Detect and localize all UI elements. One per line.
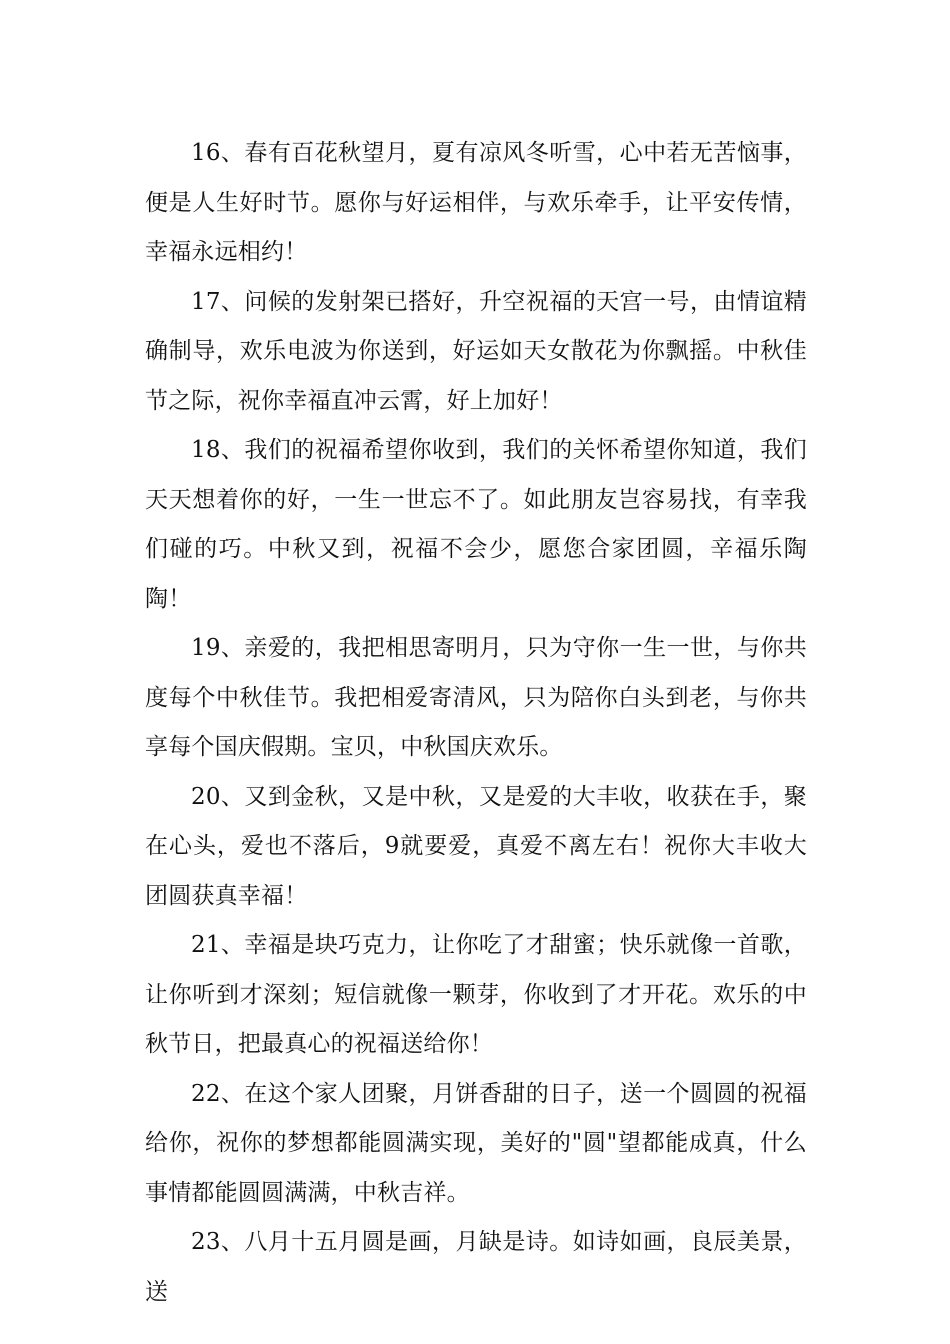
paragraph-20: 20、又到金秋，又是中秋，又是爱的大丰收，收获在手，聚在心头，爱也不落后，9就要爱，真爱不离左右！祝你大丰收大团圆获真幸福！ (145, 783, 807, 909)
paragraph-23: 23、八月十五月圆是画，月缺是诗。如诗如画，良辰美景，送 (145, 1229, 807, 1305)
paragraph-18: 18、我们的祝福希望你收到，我们的关怀希望你知道，我们天天想着你的好，一生一世忘不了。如此朋友岂容易找，有幸我们碰的巧。中秋又到，祝福不会少，愿您合家团圆，辛福乐陶陶！ (145, 437, 807, 612)
paragraph-16: 16、春有百花秋望月，夏有凉风冬听雪，心中若无苦恼事，便是人生好时节。愿你与好运相伴，与欢乐牵手，让平安传情，幸福永远相约！ (145, 140, 807, 265)
paragraph-19: 19、亲爱的，我把相思寄明月，只为守你一生一世，与你共度每个中秋佳节。我把相爱寄清风，只为陪你白头到老，与你共享每个国庆假期。宝贝，中秋国庆欢乐。 (145, 635, 807, 760)
paragraph-22: 22、在这个家人团聚，月饼香甜的日子，送一个圆圆的祝福给你，祝你的梦想都能圆满实现，美好的"圆"望都能成真，什么事情都能圆圆满满，中秋吉祥。 (145, 1080, 807, 1206)
paragraph-17: 17、问候的发射架已搭好，升空祝福的天宫一号，由情谊精确制导，欢乐电波为你送到，好运如天女散花为你飘摇。中秋佳节之际，祝你幸福直冲云霄，好上加好！ (145, 288, 807, 414)
document-body (145, 129, 807, 1317)
paragraph-21: 21、幸福是块巧克力，让你吃了才甜蜜；快乐就像一首歌，让你听到才深刻；短信就像一颗芽，你收到了才开花。欢乐的中秋节日，把最真心的祝福送给你！ (145, 932, 807, 1057)
